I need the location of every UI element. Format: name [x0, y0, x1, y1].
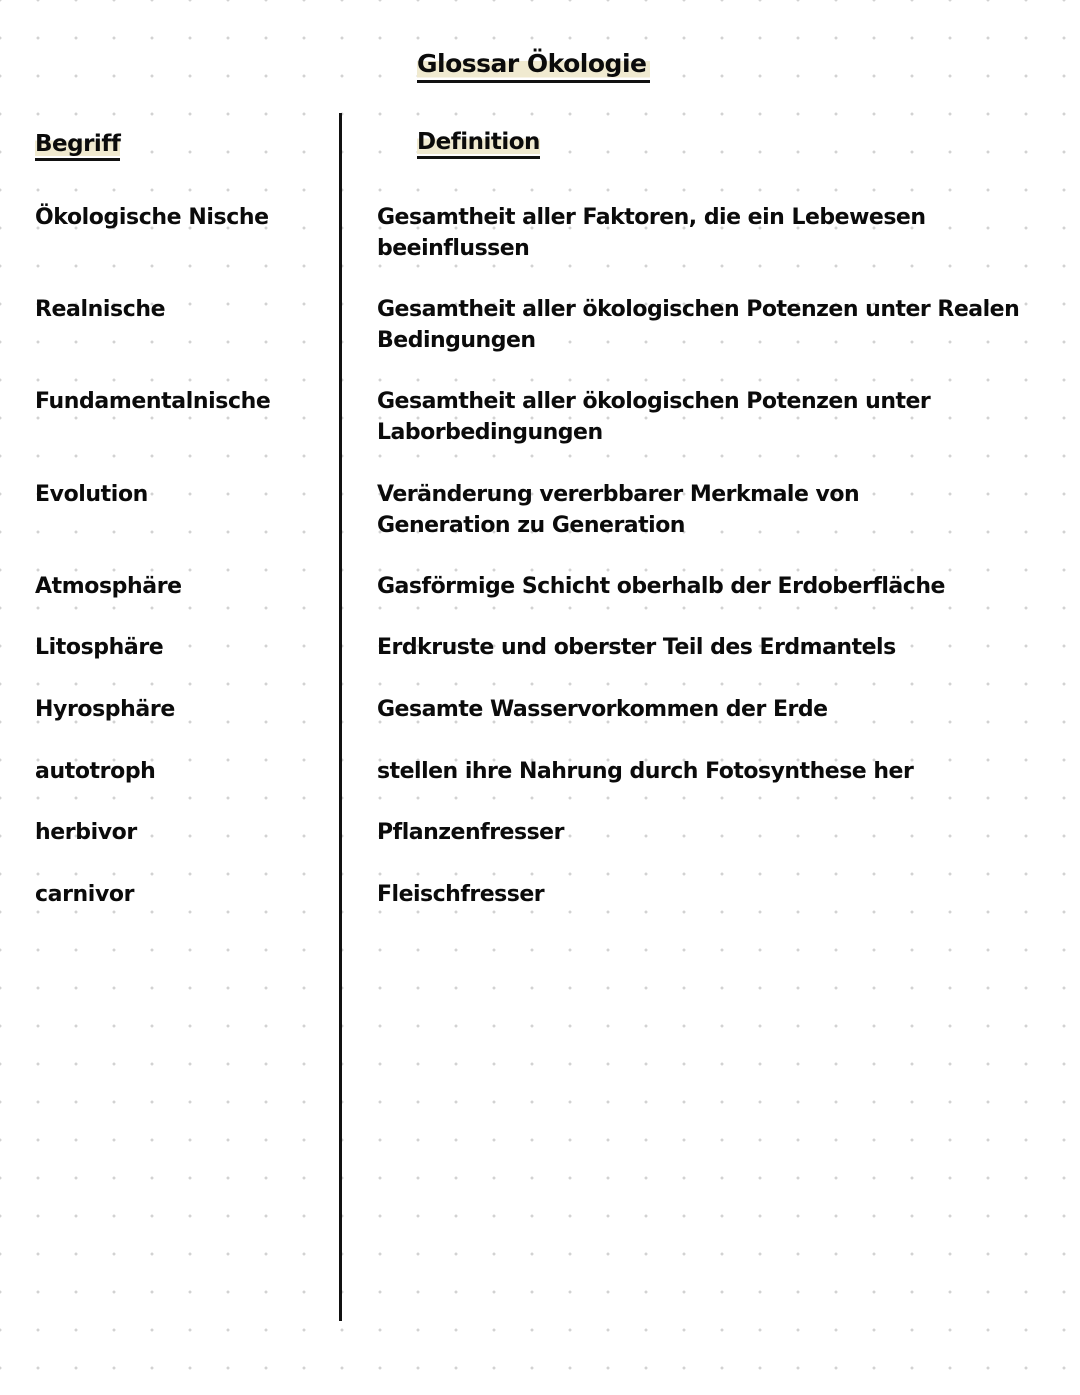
entry-term: herbivor	[35, 820, 137, 845]
entry-term: Atmosphäre	[35, 574, 182, 599]
entry-term: Ökologische Nische	[35, 205, 269, 230]
entry-term: Evolution	[35, 482, 148, 507]
entry-definition: Gesamtheit aller Faktoren, die ein Lebewesen beeinflussen	[377, 205, 926, 261]
entry-definition: Veränderung vererbbarer Merkmale von Generation zu Generation	[377, 482, 860, 538]
entry-definition: Fleischfresser	[377, 882, 545, 907]
column-divider	[339, 113, 342, 1321]
entry-term: carnivor	[35, 882, 135, 907]
entry-definition: Gesamtheit aller ökologischen Potenzen unter Laborbedingungen	[377, 389, 931, 445]
column-header-term: Begriff	[35, 130, 120, 161]
entry-term: autotroph	[35, 759, 156, 784]
entry-term: Realnische	[35, 297, 166, 322]
entry-definition: stellen ihre Nahrung durch Fotosynthese her	[377, 759, 914, 784]
entry-definition: Gasförmige Schicht oberhalb der Erdoberfläche	[377, 574, 945, 599]
entry-term: Fundamentalnische	[35, 389, 271, 414]
column-header-definition: Definition	[417, 128, 540, 159]
entry-term: Litosphäre	[35, 635, 164, 660]
entry-definition: Gesamte Wasservorkommen der Erde	[377, 697, 828, 722]
entry-term: Hyrosphäre	[35, 697, 175, 722]
page-title: Glossar Ökologie	[417, 48, 650, 83]
entry-definition: Pflanzenfresser	[377, 820, 564, 845]
entry-definition: Gesamtheit aller ökologischen Potenzen unter Realen Bedingungen	[377, 297, 1020, 353]
entry-definition: Erdkruste und oberster Teil des Erdmantels	[377, 635, 896, 660]
